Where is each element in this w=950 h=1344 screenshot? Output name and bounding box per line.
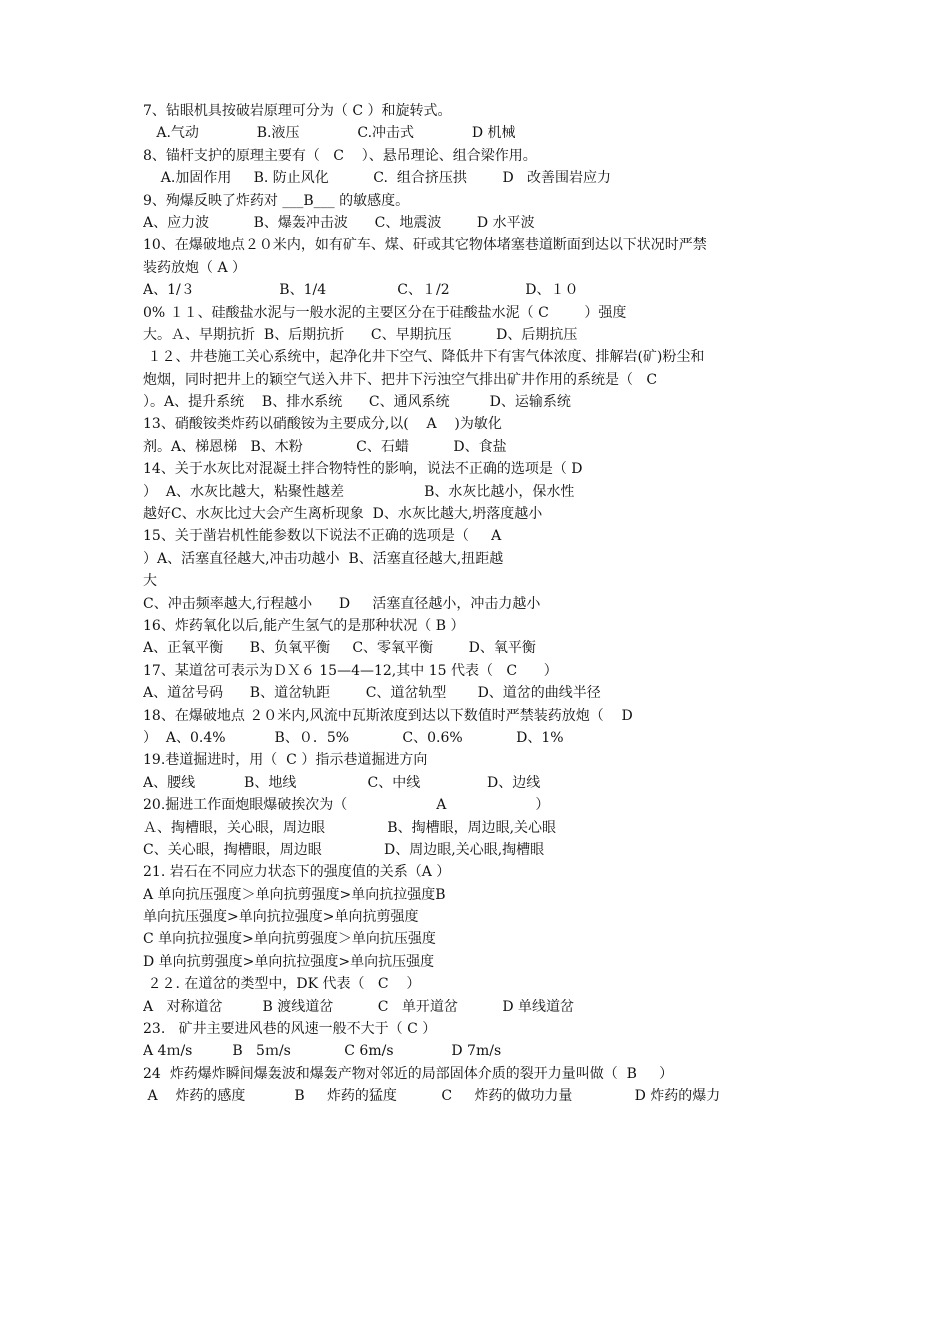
text-line: Ａ、掏槽眼，关心眼，周边眼 B、掏槽眼，周边眼,关心眼 [143,819,557,836]
text-line: 8、锚杆支护的原理主要有（ C ）、悬吊理论、组合梁作用。 [143,147,537,164]
text-line: A、腰线 B、地线 C、中线 D、边线 [143,774,541,791]
text-line: 9、殉爆反映了炸药对 ___B___ 的敏感度。 [143,192,410,209]
text-line: A、应力波 B、爆轰冲击波 C、地震波 D 水平波 [143,214,535,231]
text-line: 0% １１、硅酸盐水泥与一般水泥的主要区分在于硅酸盐水泥（ C ）强度 [143,304,627,321]
text-line: 剂。A、梯恩梯 B、木粉 C、石蜡 D、食盐 [143,438,507,455]
text-line: ２２. 在道岔的类型中，DK 代表（ C ） [143,976,421,993]
text-line: A 对称道岔 B 渡线道岔 C 单开道岔 D 单线道岔 [143,998,574,1015]
text-line: C 单向抗拉强度>单向抗剪强度＞单向抗压强度 [143,931,436,948]
text-line: 大。Ａ、早期抗折 B、后期抗折 C、早期抗压 D、后期抗压 [143,326,578,343]
text-line: 15、关于凿岩机性能参数以下说法不正确的选项是（ A [143,528,502,545]
text-line: A、正氧平衡 B、负氧平衡 C、零氧平衡 D、氧平衡 [143,640,536,657]
text-line: ）A、活塞直径越大,冲击功越小 B、活塞直径越大,扭距越 [143,550,504,567]
text-line: A、道岔号码 B、道岔轨距 C、道岔轨型 D、道岔的曲线半径 [143,685,601,702]
text-line: 单向抗压强度>单向抗拉强度>单向抗剪强度 [143,909,419,926]
text-line: 越好C、水灰比过大会产生离析现象 D、水灰比越大,坍落度越小 [143,506,543,523]
text-line: 大 [143,573,157,590]
text-line: A 4ｍ/s B 5ｍ/s C 6m/s D 7m/s [143,1043,502,1060]
text-line: 18、在爆破地点 ２０米内,风流中瓦斯浓度到达以下数值时严禁装药放炮（ D [143,707,633,724]
text-line: 16、炸药氧化以后,能产生氢气的是那种状况（ B ） [143,617,465,634]
text-line: 24 炸药爆炸瞬间爆轰波和爆轰产物对邻近的局部固体介质的裂开力量叫做（ B ） [143,1065,674,1082]
text-line: A.气动 B.液压 C.冲击式 D 机械 [143,125,516,142]
text-line: 21. 岩石在不同应力状态下的强度值的关系（A ） [143,864,451,881]
text-line: 炮烟，同时把井上的颖空气送入井下、把井下污浊空气排出矿井作用的系统是（ C [143,371,658,388]
text-line: ）。A、提升系统 B、排水系统 C、通风系统 D、运输系统 [143,394,571,411]
text-line: 23. 矿井主要进风巷的风速一般不大于（ C ） [143,1021,437,1038]
text-line: A、1/３ B、1/4 C、１/2 D、１０ [143,282,579,299]
text-line: 20.掘进工作面炮眼爆破挨次为（ A ） [143,797,550,814]
text-line: A.加固作用 B. 防止风化 C. 组合挤压拱 D 改善围岩应力 [143,170,612,187]
text-line: 7、钻眼机具按破岩原理可分为（ C ）和旋转式。 [143,103,452,119]
text-line: ） A、0.4% B、０．5% C、0.6% D、1% [143,729,564,746]
text-line: 19.巷道掘进时，用（ C ）指示巷道掘进方向 [143,752,428,769]
text-line: C、关心眼，掏槽眼，周边眼 D、周边眼,关心眼,掏槽眼 [143,841,545,858]
text-line: １２、井巷施工关心系统中，起净化井下空气、降低井下有害气体浓度、排解岩(矿)粉尘和 [143,349,705,366]
text-line: D 单向抗剪强度>单向抗拉强度>单向抗压强度 [143,953,435,970]
question-list [143,100,823,1108]
text-line: A 单向抗压强度＞单向抗剪强度>单向抗拉强度B [143,886,446,903]
text-line: 13、硝酸铵类炸药以硝酸铵为主要成分,以( A )为敏化 [143,416,502,433]
text-line: 装药放炮（ A ） [143,259,247,276]
text-line: ） A、水灰比越大，粘聚性越差 B、水灰比越小，保水性 [143,483,575,500]
text-line: C、冲击频率越大,行程越小 D 活塞直径越小，冲击力越小 [143,595,541,612]
text-line: A 炸药的感度 B 炸药的猛度 C 炸药的做功力量 D 炸药的爆力 [143,1088,721,1105]
text-line: 17、某道岔可表示为ＤＸ６ 15—4—12,其中 15 代表（ C ） [143,662,558,679]
text-line: 10、在爆破地点２０米内，如有矿车、煤、矸或其它物体堵塞巷道断面到达以下状况时严禁 [143,237,707,254]
text-line: 14、关于水灰比对混凝土拌合物特性的影响，说法不正确的选项是（ D [143,461,583,478]
